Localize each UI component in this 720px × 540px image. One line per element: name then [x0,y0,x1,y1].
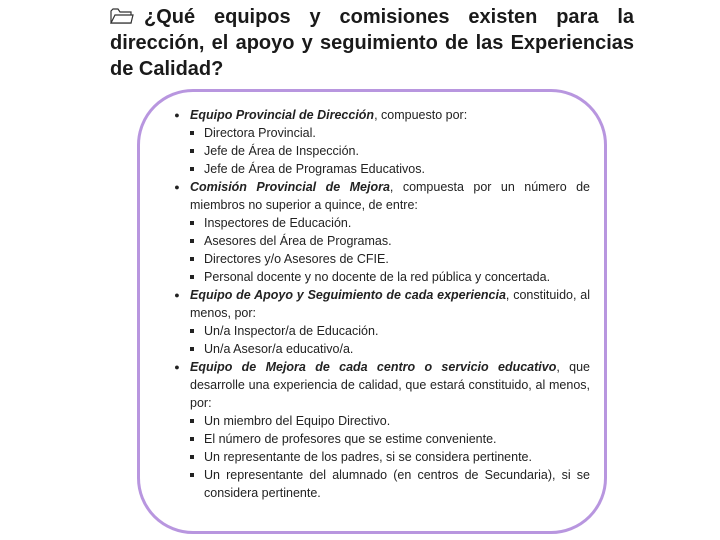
bullet-icon: ● [174,362,180,372]
list-item [170,358,590,412]
item-title: Comisión Provincial de Mejora [190,180,390,194]
item-text: , que desarrolle una experiencia de calidad, que estará constituido, al menos, por: [190,360,590,410]
square-bullet-icon [190,167,194,171]
sub-item [170,124,590,142]
sub-item-text: Un/a Asesor/a educativo/a. [204,342,354,356]
sub-item [170,160,590,178]
heading-text: ¿Qué equipos y comisiones existen para la dirección, el apoyo y seguimiento de las Experiencias de Calidad? [110,6,634,80]
bullet-icon: ● [174,290,180,300]
sub-item [170,250,590,268]
sub-item-text: Inspectores de Educación. [204,216,352,230]
sub-item-text: Un representante de los padres, si se considera pertinente. [204,450,532,464]
square-bullet-icon [190,239,194,243]
square-bullet-icon [190,419,194,423]
item-text: , compuesta por un número de miembros no superior a quince, de entre: [190,180,590,212]
folder-icon [110,5,134,21]
square-bullet-icon [190,347,194,351]
sub-item [170,466,590,502]
sub-item [170,448,590,466]
sub-item [170,214,590,232]
square-bullet-icon [190,149,194,153]
item-text: , constituido, al menos, por: [190,288,590,320]
page-heading [110,4,634,82]
item-title: Equipo de Apoyo y Seguimiento de cada experiencia [190,288,506,302]
sub-item-text: Personal docente y no docente de la red pública y concertada. [204,270,551,284]
sub-item [170,232,590,250]
square-bullet-icon [190,455,194,459]
sub-item [170,322,590,340]
sub-item-text: Un representante del alumnado (en centros de Secundaria), si se considera pertinente. [204,468,590,500]
sub-item-text: Jefe de Área de Inspección. [204,144,359,158]
square-bullet-icon [190,221,194,225]
sub-item [170,412,590,430]
sub-item-text: Asesores del Área de Programas. [204,234,392,248]
square-bullet-icon [190,131,194,135]
team-list [170,106,590,502]
sub-item [170,430,590,448]
sub-item-text: Un/a Inspector/a de Educación. [204,324,379,338]
square-bullet-icon [190,275,194,279]
sub-item [170,268,590,286]
item-title: Equipo Provincial de Dirección [190,108,375,122]
square-bullet-icon [190,437,194,441]
sub-item-text: Jefe de Área de Programas Educativos. [204,162,425,176]
item-text: , compuesto por: [374,108,468,122]
list-item [170,178,590,214]
square-bullet-icon [190,473,194,477]
bullet-icon: ● [174,182,180,192]
sub-item [170,340,590,358]
list-item [170,106,590,124]
bullet-icon: ● [174,110,180,120]
sub-item-text: El número de profesores que se estime conveniente. [204,432,497,446]
sub-item-text: Un miembro del Equipo Directivo. [204,414,391,428]
sub-item-text: Directora Provincial. [204,126,316,140]
list-item [170,286,590,322]
sub-item [170,142,590,160]
square-bullet-icon [190,329,194,333]
square-bullet-icon [190,257,194,261]
sub-item-text: Directores y/o Asesores de CFIE. [204,252,389,266]
item-title: Equipo de Mejora de cada centro o servicio educativo [190,360,557,374]
